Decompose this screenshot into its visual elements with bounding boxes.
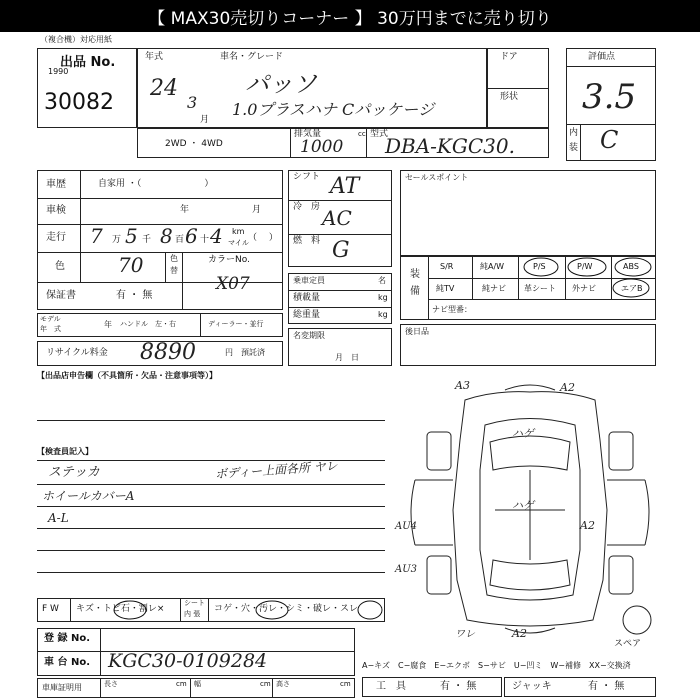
later-date-label: 後日品 bbox=[405, 327, 429, 336]
sales-point-label: セールスポイント bbox=[405, 173, 469, 182]
mark-yare-roof: ハゲ bbox=[512, 427, 534, 440]
seat-label-1: シート bbox=[184, 599, 205, 607]
hw-displacement: 1000 bbox=[300, 137, 344, 157]
cc-label: cc bbox=[358, 130, 366, 138]
damage-legend: A−キズ C−腐食 E−エクボ S−サビ U−凹ミ W−補修 XX−交換済 bbox=[362, 661, 631, 670]
inspection-year-unit: 年 bbox=[180, 205, 190, 215]
equip-ext-navi: 外ナビ bbox=[572, 284, 596, 293]
equip-airbag: エアB bbox=[621, 284, 643, 293]
dealer-label: ディーラー・並行 bbox=[208, 320, 264, 328]
mark-wa: ワレ bbox=[455, 629, 475, 640]
history-value: 自家用 ・（ ） bbox=[98, 179, 214, 189]
hw-month: 3 bbox=[187, 93, 198, 112]
seat-label-2: 内 張 bbox=[184, 610, 201, 618]
mark-a2-top: A2 bbox=[560, 381, 575, 394]
model-year-mark: 年 bbox=[104, 320, 112, 329]
color-label: 色 bbox=[55, 261, 65, 272]
hw-color-no: X07 bbox=[216, 274, 250, 294]
jack-value: 有 ・ 無 bbox=[588, 681, 625, 692]
hw-score: 3.5 bbox=[582, 77, 637, 117]
small-note: （複合機）対応用紙 bbox=[40, 35, 112, 44]
door-label: ドア bbox=[500, 52, 518, 62]
hw-recycle-fee: 8890 bbox=[140, 340, 196, 365]
fw-items: キズ・トビ石・割レ× bbox=[76, 604, 165, 614]
km-unit: km bbox=[232, 227, 245, 236]
equipment-label-2: 備 bbox=[410, 286, 420, 297]
tools-label: 工 具 bbox=[376, 681, 406, 692]
cert-label: 車庫証明用 bbox=[42, 683, 82, 692]
mileage-digit-3: 8 bbox=[160, 224, 173, 248]
mileage-label: 走行 bbox=[46, 232, 66, 243]
interior-label-1: 内 bbox=[569, 128, 579, 138]
mileage-digit-4: 6 bbox=[185, 224, 198, 248]
length-label: 長さ bbox=[104, 680, 118, 688]
hw-model-code: DBA-KGC30. bbox=[385, 134, 515, 158]
shift-label: シフト bbox=[293, 172, 321, 182]
cm-2: cm bbox=[260, 680, 271, 688]
hw-color: 70 bbox=[118, 253, 144, 277]
color-no-label: カラーNo. bbox=[208, 255, 250, 265]
warranty-label: 保証書 bbox=[46, 290, 76, 301]
type-label: 型式 bbox=[370, 129, 389, 139]
mileage-unit-jyuu: 十 bbox=[200, 235, 210, 245]
hw-grade: 1.0プラスハナ Cパッケージ bbox=[232, 100, 434, 119]
lot-year: 1990 bbox=[48, 67, 69, 76]
equip-leather: 革シート bbox=[524, 284, 556, 293]
hw-shift: AT bbox=[330, 174, 360, 199]
inspector-heading: 【検査員記入】 bbox=[37, 447, 93, 456]
inspection-month-unit: 月 bbox=[252, 205, 262, 215]
chassis-label: 車 台 No. bbox=[44, 657, 91, 668]
mileage-unit-man: 万 bbox=[112, 235, 122, 245]
mileage-unit-hyaku: 百 bbox=[175, 235, 185, 245]
ac-label: 冷 房 bbox=[293, 202, 321, 212]
name-grade-label: 車名・グレード bbox=[220, 52, 284, 62]
mark-au4: AU4 bbox=[395, 521, 418, 532]
cm-1: cm bbox=[176, 680, 187, 688]
mileage-unit-sen: 千 bbox=[142, 235, 152, 245]
handle-label: ハンドル 左・右 bbox=[120, 320, 176, 328]
model-year-label-1: モデル bbox=[40, 315, 61, 323]
banner: 【 MAX30売切りコーナー 】 30万円までに売り切り bbox=[0, 0, 700, 32]
shape-label: 形状 bbox=[500, 92, 519, 102]
last-change-label: 名変期限 bbox=[293, 331, 325, 340]
equipment-label-1: 装 bbox=[410, 269, 420, 280]
hw-chassis-no: KGC30-0109284 bbox=[108, 650, 268, 672]
history-label: 車歴 bbox=[46, 179, 66, 190]
score-label: 評価点 bbox=[588, 52, 616, 62]
defect-circles bbox=[100, 596, 400, 624]
last-change-unit: 月 日 bbox=[335, 353, 359, 362]
recycle-label: リサイクル料金 bbox=[46, 348, 108, 358]
width-label: 幅 bbox=[194, 680, 201, 688]
lot-label: 出品 No. bbox=[60, 55, 116, 70]
hw-inspector-right: ボディー上面各所 ヤレ bbox=[214, 458, 339, 482]
mark-a3-top: A3 bbox=[455, 379, 470, 392]
spare-label: スペア bbox=[614, 639, 642, 649]
lot-number: 30082 bbox=[44, 90, 114, 115]
model-year-label: 年式 bbox=[145, 52, 164, 62]
mileage-digit-1: 7 bbox=[90, 224, 103, 248]
jack-label: ジャッキ bbox=[512, 681, 552, 692]
drive-label: 2WD ・ 4WD bbox=[165, 139, 223, 149]
hw-ac: AC bbox=[322, 206, 352, 230]
color-change-1: 色 bbox=[170, 254, 178, 263]
hw-inspector-1: ステッカ bbox=[48, 465, 100, 480]
equipment-circles bbox=[400, 250, 660, 300]
interior-label-2: 装 bbox=[569, 143, 579, 153]
equip-pw: P/W bbox=[577, 262, 593, 271]
load-label: 積載量 bbox=[293, 293, 321, 303]
month-unit: 月 bbox=[200, 115, 210, 125]
hw-inspector-2: ホイールカバーA bbox=[42, 489, 135, 503]
hw-fuel: G bbox=[332, 238, 350, 263]
equip-sr: S/R bbox=[440, 262, 454, 271]
capacity-unit: 名 bbox=[378, 276, 386, 285]
recycle-unit: 円 預託済 bbox=[225, 348, 265, 357]
navi-label: ナビ型番： bbox=[432, 305, 472, 314]
equip-tv: 純TV bbox=[436, 284, 455, 293]
equip-abs: ABS bbox=[623, 262, 639, 271]
inspection-label: 車検 bbox=[46, 205, 66, 216]
warranty-value: 有 ・ 無 bbox=[116, 290, 153, 301]
capacity-label: 乗車定員 bbox=[293, 276, 325, 285]
sales-point-box bbox=[400, 170, 656, 256]
fw-label: F W bbox=[42, 604, 59, 614]
color-change-2: 替 bbox=[170, 266, 178, 275]
later-date-box bbox=[400, 324, 656, 366]
tools-value: 有 ・ 無 bbox=[440, 681, 477, 692]
mile-unit: マイル bbox=[228, 239, 249, 247]
equip-navi: 純ナビ bbox=[482, 284, 506, 293]
model-year-label-2: 年 式 bbox=[40, 325, 61, 333]
height-label: 高さ bbox=[276, 680, 290, 688]
fuel-label: 燃 料 bbox=[293, 236, 321, 246]
seller-declaration: 【出品店申告欄（不具箇所・欠品・注意事項等）】 bbox=[37, 371, 217, 380]
equip-ps: P/S bbox=[533, 262, 546, 271]
hw-car-name: パッソ bbox=[245, 70, 317, 98]
gross-label: 総重量 bbox=[293, 310, 321, 320]
mark-a2-right: A2 bbox=[580, 519, 595, 532]
mileage-digit-2: 5 bbox=[125, 224, 138, 248]
displacement-label: 排気量 bbox=[294, 129, 322, 139]
cm-3: cm bbox=[340, 680, 351, 688]
mark-au3: AU3 bbox=[395, 564, 418, 575]
hw-inspector-3: A-L bbox=[48, 511, 69, 525]
gross-unit: kg bbox=[378, 310, 388, 319]
mileage-digit-5: 4 bbox=[210, 224, 223, 248]
mark-a2-bottom: A2 bbox=[512, 627, 527, 640]
load-unit: kg bbox=[378, 293, 388, 302]
hw-interior-grade: C bbox=[600, 126, 619, 154]
mark-yare-center: ハゲ bbox=[512, 499, 534, 512]
hw-year: 24 bbox=[150, 76, 178, 101]
reg-label: 登 録 No. bbox=[44, 633, 91, 644]
equip-aw: 純A/W bbox=[480, 262, 505, 271]
seat-items: コゲ・穴・汚レ・シミ・破レ・スレ bbox=[214, 604, 359, 614]
